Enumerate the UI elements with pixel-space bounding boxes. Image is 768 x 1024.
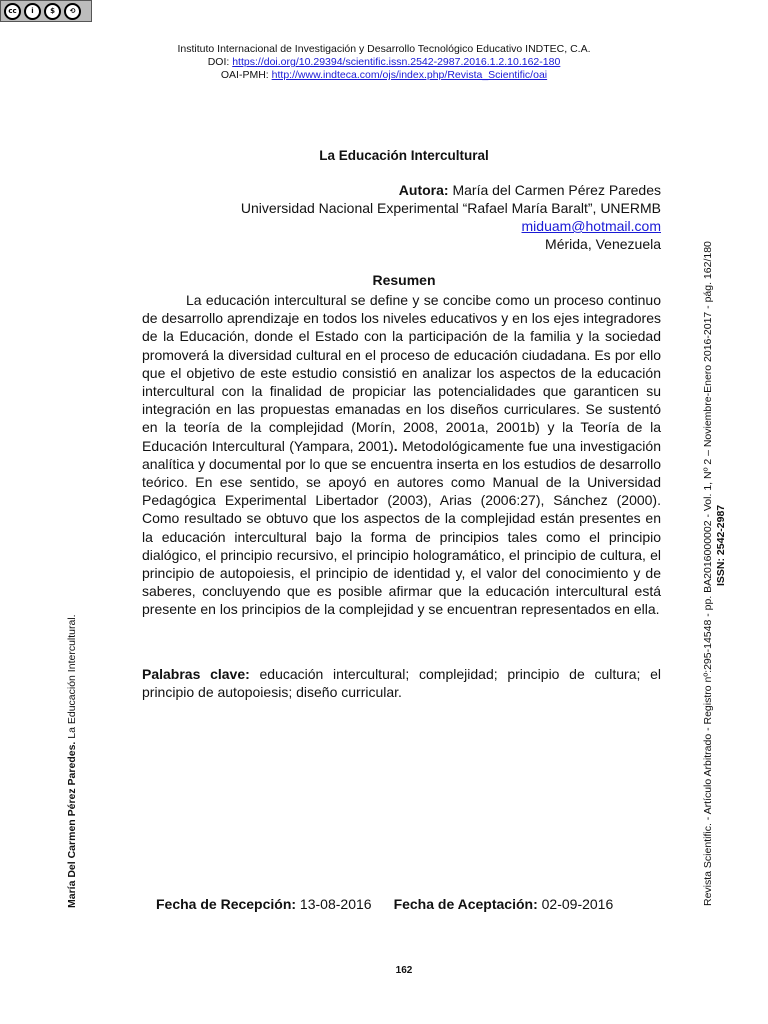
abstract-heading: Resumen: [372, 272, 436, 288]
running-head-title: La Educación Intercultural.: [66, 614, 78, 742]
author-label: Autora:: [398, 182, 449, 198]
accepted-label: Fecha de Aceptación:: [393, 896, 538, 912]
cc-icon: cc: [4, 3, 21, 20]
issn-label: ISSN:: [714, 557, 727, 586]
institution-line: [0, 43, 768, 56]
running-head-left: [66, 614, 78, 908]
abstract-text-rest: Metodológicamente fue una investigación analítica y documental por lo que se encuentra inserta en los estudios de desarrollo teórico. En ese sentido, se apoyó en autores como Manual de la Universidad Pedagógica Experimental Libertador (2003), Arias (2006:27), Sánchez (2000). Como resultado se obtuvo que los aspectos de la complejidad están presentes en la educación intercultural bajo la forma de principios tales como el principio dialógico, el principio recursivo, el principio hologramático, el principio de cultura, el principio de autopoiesis, el principio de identidad y, el valor del conocimiento y de saberes, concluyendo que es posible afirmar que la educación intercultural está presente en los principios de la complejidad y se encuentran representados en ella.: [142, 437, 661, 618]
author-name: María del Carmen Pérez Paredes: [448, 182, 661, 198]
sa-icon: ⟲: [64, 3, 81, 20]
page-number: 162: [395, 965, 413, 976]
received-value: 13-08-2016: [296, 896, 372, 912]
institution-name: Instituto Internacional de Investigación y Desarrollo Tecnológico Educativo INDTEC, C.A.: [177, 43, 591, 55]
author-line: [399, 181, 661, 199]
accepted-value: 02-09-2016: [537, 896, 614, 912]
email-link[interactable]: miduam@hotmail.com: [521, 218, 661, 234]
journal-citation: Revista Scientific. - Artículo Arbitrado - Registro nº:295-14548 - pp. BA2016000002 - Vol. 1, Nº 2 – Noviembre-Enero 2016-2017 - pág. 162/180: [702, 241, 714, 906]
doi-line: [0, 56, 768, 69]
issn-line: [715, 241, 728, 906]
nc-icon: $: [44, 3, 61, 20]
running-head-author: María Del Carmen Pérez Paredes.: [66, 741, 78, 908]
email-line: [522, 217, 661, 235]
oai-line: [0, 69, 768, 82]
doi-link[interactable]: https://doi.org/10.29394/scientific.issn.2542-2987.2016.1.2.10.162-180: [232, 56, 561, 68]
by-icon: i: [24, 3, 41, 20]
affiliation: Universidad Nacional Experimental “Rafael María Baralt”, UNERMB: [240, 200, 661, 216]
dates-line: [156, 896, 613, 912]
oai-link[interactable]: http://www.indteca.com/ojs/index.php/Revista_Scientific/oai: [271, 69, 548, 81]
doi-label: DOI:: [207, 56, 233, 68]
journal-info-vertical: [702, 241, 727, 906]
abstract-body: [142, 291, 661, 619]
article-title: La Educación Intercultural: [319, 148, 489, 163]
oai-label: OAI-PMH:: [220, 69, 272, 81]
keywords-text: educación intercultural; complejidad; principio de cultura; el principio de autopoiesis; diseño curricular.: [142, 666, 661, 701]
keywords: [142, 665, 661, 701]
received-label: Fecha de Recepción:: [156, 896, 297, 912]
abstract-text-main: La educación intercultural se define y se concibe como un proceso continuo de desarrollo aprendizaje en todos los niveles educativos y en los ejes integradores de la Educación, donde el Estado con la participación de la familia y la sociedad promoverá la diversidad cultural en el proceso de educación ciudadana. Es por ello que el objetivo de este estudio consistió en analizar los aspectos de la educación intercultural con la finalidad de propiciar las potencialidades que garanticen su integración en las propuestas emanadas en los diseños curriculares. Se sustentó en la teoría de la complejidad (Morín, 2008, 2001a, 2001b) y la Teoría de la Educación Intercultural (Yampara, 2001): [142, 292, 661, 454]
keywords-label: Palabras clave:: [142, 666, 250, 682]
location: Mérida, Venezuela: [545, 236, 661, 252]
abstract-period: .: [393, 437, 398, 454]
issn-value: 2542-2987: [714, 504, 727, 558]
cc-license-badge: [0, 0, 92, 22]
